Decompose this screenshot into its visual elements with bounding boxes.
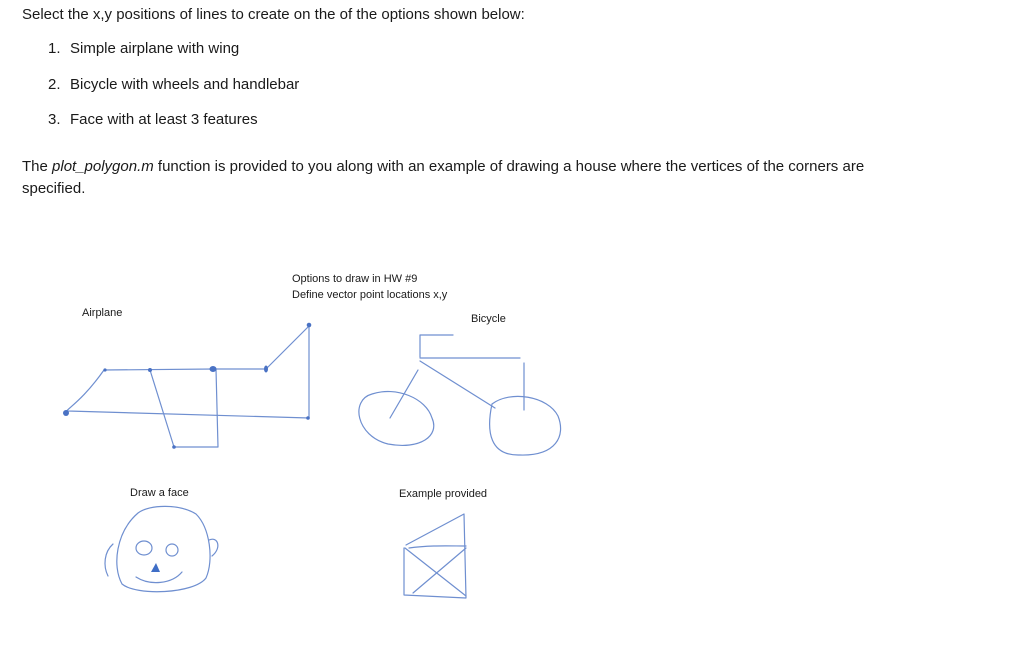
example-house-sketch: [404, 514, 466, 598]
list-item-text: Simple airplane with wing: [70, 40, 240, 57]
airplane-label: Airplane: [82, 307, 123, 319]
bicycle-sketch: [359, 335, 561, 455]
bicycle-label: Bicycle: [471, 313, 506, 325]
intro-text: Select the x,y positions of lines to create on the of the options shown below:: [22, 6, 525, 23]
paragraph-text-start: The: [22, 158, 53, 175]
face-sketch: [105, 506, 218, 591]
figure-heading-line1: Options to draw in HW #9: [292, 273, 418, 285]
face-label: Draw a face: [130, 487, 189, 499]
list-item-text: Bicycle with wheels and handlebar: [70, 75, 300, 93]
airplane-sketch: [63, 323, 311, 449]
function-name: plot_polygon.m: [52, 158, 154, 175]
list-item-text: Face with at least 3 features: [70, 111, 258, 128]
paragraph-text-end: function is provided to you along with an example of drawing a house where the vertices of the corners are specified.: [22, 158, 865, 197]
example-label: Example provided: [399, 488, 488, 500]
list-item-number: 3.: [48, 111, 61, 128]
list-item-number: 1.: [48, 40, 61, 57]
figure-heading-line2: Define vector point locations x,y: [292, 289, 448, 301]
list-item-number: 2.: [48, 75, 61, 93]
